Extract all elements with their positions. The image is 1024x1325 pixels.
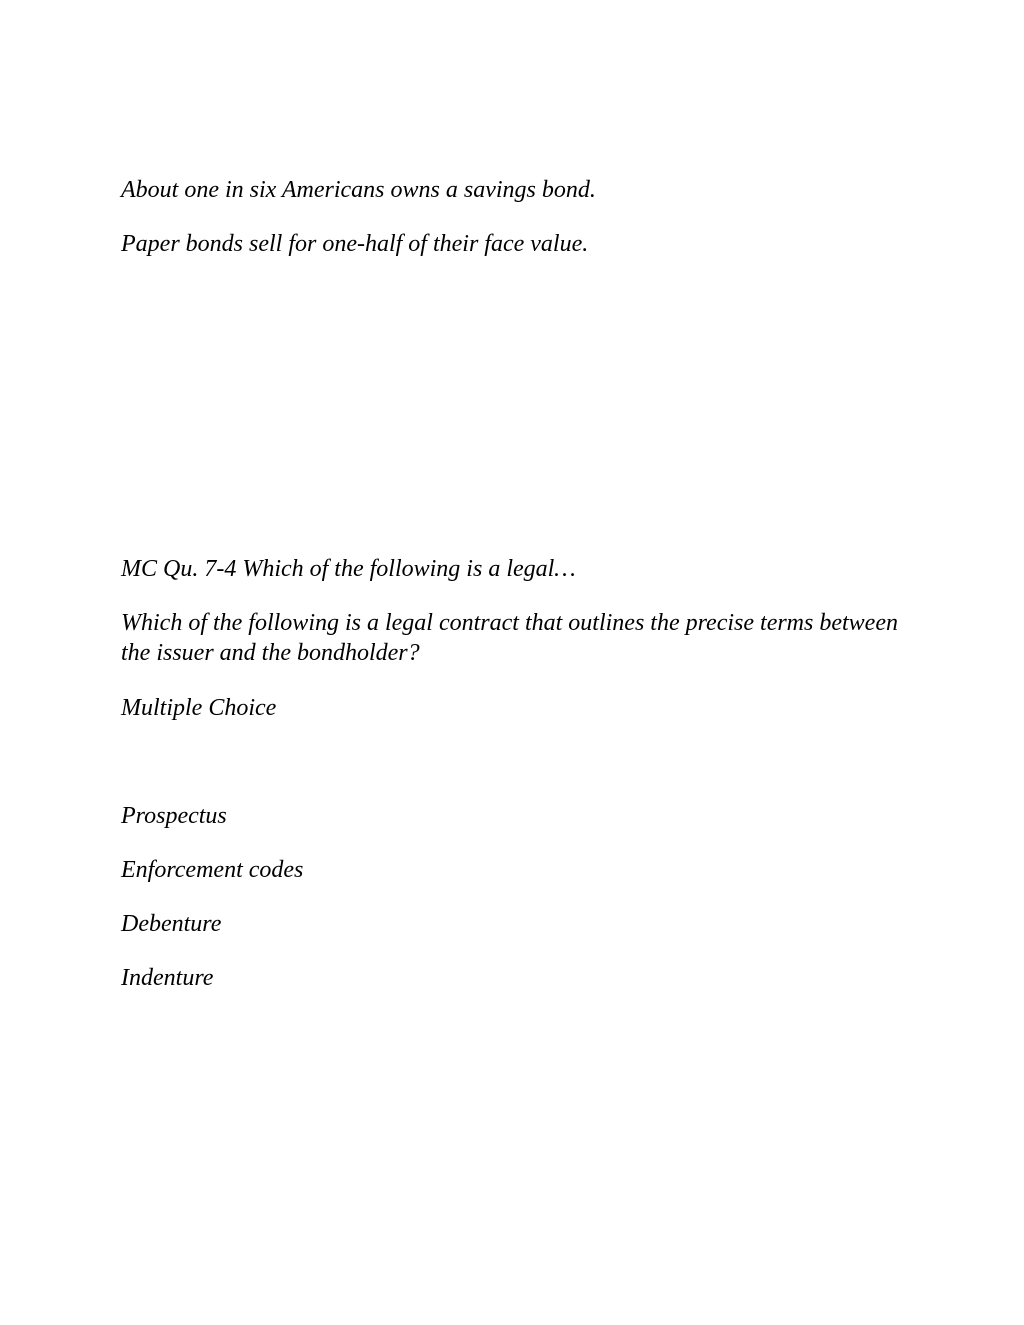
answer-option[interactable]: Indenture — [121, 965, 214, 991]
statement-savings-bond-ownership: About one in six Americans owns a savings bond. — [121, 177, 596, 203]
question-type-label: Multiple Choice — [121, 695, 277, 721]
answer-option[interactable]: Enforcement codes — [121, 857, 304, 883]
statement-paper-bond-price: Paper bonds sell for one-half of their face value. — [121, 231, 589, 257]
answer-option[interactable]: Debenture — [121, 911, 222, 937]
answer-option[interactable]: Prospectus — [121, 803, 227, 829]
question-header: MC Qu. 7-4 Which of the following is a legal… — [121, 556, 576, 582]
question-text: Which of the following is a legal contract that outlines the precise terms between the issuer and the bondholder? — [121, 610, 898, 666]
